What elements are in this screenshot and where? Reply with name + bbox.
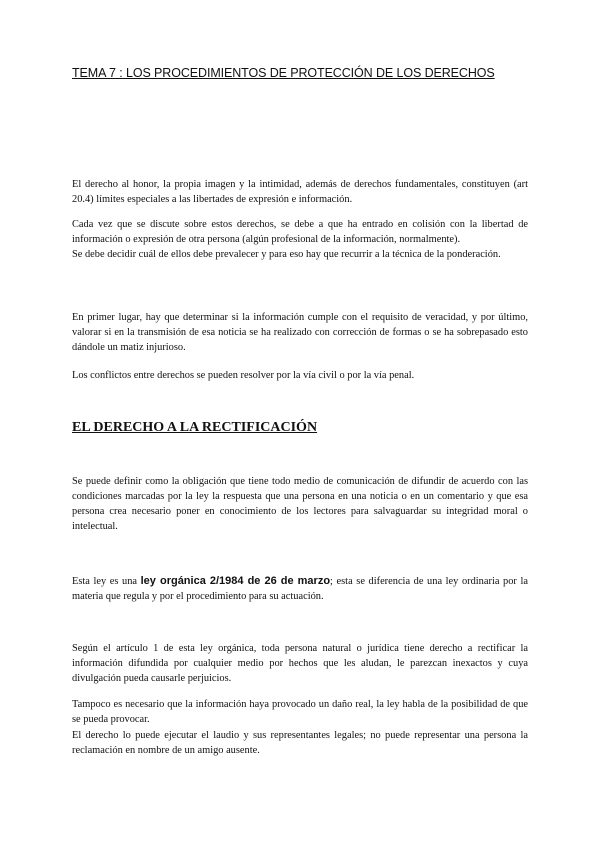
paragraph: El derecho lo puede ejecutar el laudio y sus representantes legales; no puede representar una persona la reclamación en nombre de un amigo ausente. [72, 730, 528, 756]
section-title: EL DERECHO A LA RECTIFICACIÓN [72, 420, 318, 435]
law-text-before: Esta ley es una [72, 576, 141, 587]
paragraph: Tampoco es necesario que la información haya provocado un daño real, la ley habla de la posibilidad de que se pueda provocar. [72, 699, 528, 725]
page-title: TEMA 7 : LOS PROCEDIMIENTOS DE PROTECCIÓN DE LOS DERECHOS [72, 66, 495, 80]
paragraph: Cada vez que se discute sobre estos derechos, se debe a que ha entrado en colisión con la libertad de información o expresión de otra persona (algún profesional de la información, normalmente). [72, 219, 528, 245]
paragraph: Se puede definir como la obligación que tiene todo medio de comunicación de difundir de acuerdo con las condiciones marcadas por la ley la respuesta que una persona en una noticia o en un comentario y que esa persona crea necesario poner en conocimiento de los lectores para salvaguardar su integridad moral o intelectual. [72, 476, 528, 532]
law-reference: ley orgánica 2/1984 de 26 de marzo [140, 575, 331, 587]
paragraph: Según el artículo 1 de esta ley orgánica, toda persona natural o jurídica tiene derecho a rectificar la información difundida por cualquier medio por hechos que les aludan, le parezcan inexactos y cuya divulgación pueda causarle perjuicios. [72, 643, 528, 684]
paragraph: El derecho al honor, la propia imagen y la intimidad, además de derechos fundamentales, constituyen (art 20.4) límites especiales a las libertades de expresión e información. [72, 179, 528, 205]
law-paragraph [72, 574, 528, 604]
paragraph: Se debe decidir cuál de ellos debe prevalecer y para eso hay que recurrir a la técnica de la ponderación. [72, 249, 501, 260]
law-text-after: ; esta se diferencia de una ley ordinaria por la materia que regula y por el procedimiento para su actuación. [72, 576, 528, 602]
paragraph: En primer lugar, hay que determinar si la información cumple con el requisito de veracidad, y por último, valorar si en la transmisión de esa noticia se ha realizado con corrección de formas o se ha sobrepasado esto dándole un matiz injurioso. [72, 312, 528, 353]
paragraph: Los conflictos entre derechos se pueden resolver por la vía civil o por la vía penal. [72, 370, 415, 381]
